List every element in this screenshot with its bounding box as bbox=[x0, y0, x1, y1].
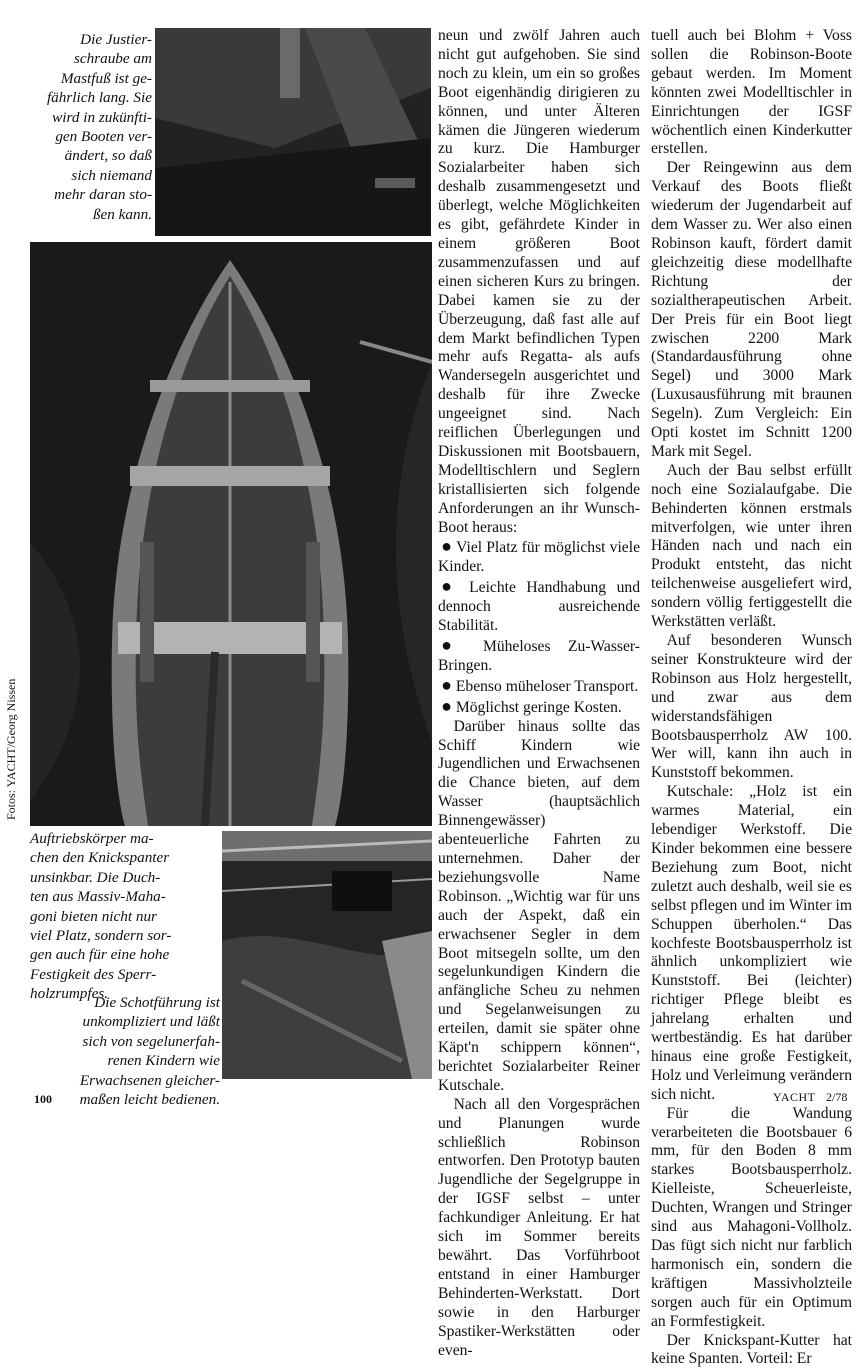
bullet-item bbox=[438, 676, 640, 697]
article-column-1 bbox=[438, 27, 641, 1359]
paragraph: Auch der Bau selbst erfüllt noch eine Sozialaufgabe. Die Behinderten können erstmals mitverfolgen, wie unter ihren Händen nach und nach ein Produkt entsteht, das nicht teilchenweise ausgeliefert wird, sondern völlig fertiggestellt die Werkstätten verläßt. bbox=[651, 461, 852, 631]
bullet-item bbox=[438, 636, 640, 676]
caption-sheet-guide bbox=[30, 993, 220, 1109]
caption-line: gen auch für eine hohe bbox=[30, 946, 170, 964]
caption-buoyancy bbox=[30, 829, 220, 1004]
caption-line: sich von segelunerfah- bbox=[82, 1032, 220, 1050]
caption-line: schraube am bbox=[73, 50, 152, 68]
bullet-text: Möglichst geringe Kosten. bbox=[455, 698, 622, 716]
caption-line: Auftriebskörper ma- bbox=[30, 830, 154, 847]
caption-line: chen den Knickspanter bbox=[30, 849, 170, 867]
caption-line: Mastfuß ist ge- bbox=[60, 69, 152, 87]
bullet-icon: ● bbox=[441, 635, 466, 655]
paragraph: Auf besonderen Wunsch seiner Konstrukteure wird der Robinson aus Holz hergestellt, und zwar aus dem widerstandsfähigen Bootsbausperrholz AW 100. Wer will, kann ihn auch in Kunststoff bekommen. bbox=[651, 632, 852, 782]
paragraph: Der Knickspant-Kutter hat keine Spanten. Vorteil: Er bbox=[651, 1331, 852, 1368]
paragraph: Kutschale: „Holz ist ein warmes Material, ein lebendiger Werkstoff. Die Kinder bekommen eine bessere Beziehung zum Boot, nicht zuletzt auch deshalb, weil sie es selbst pflegen und im Winter im Schuppen überholen.“ Das kochfeste Bootsbausperrholz ist ähnlich unkompliziert wie Kunststoff. Bei (leichter) richtiger Pflege bleibt es jahrelang erhalten und wertbeständig. Es hat darüber hinaus eine große Festigkeit, Holz und Verleimung verändern sich nicht. bbox=[651, 783, 852, 1103]
paragraph: Darüber hinaus sollte das Schiff Kindern wie Jugendlichen und Erwachsenen die Chance bieten, auf dem Wasser (hauptsächlich Binnengewässer) abenteuerliche Fahrten zu unternehmen. Daher der beziehungsvolle Name Robinson. „Wichtig war für uns auch der Aspekt, daß ein erwachsener Segler in dem Boot mitsegeln sollte, um den segelunkundigen Kindern die anfängliche Scheu zu nehmen und Segelanweisungen zu erteilen, damit sie später ohne Käpt'n schippern können“, berichtet Sozialarbeiter Reiner Kutschale. bbox=[438, 717, 640, 1094]
bullet-icon: ● bbox=[441, 674, 452, 695]
caption-line: gen Booten ver- bbox=[55, 128, 152, 146]
photo-mast-foot bbox=[155, 28, 431, 236]
bullet-item bbox=[438, 577, 640, 636]
issue-number: 2/78 bbox=[826, 1090, 848, 1104]
magazine-name: YACHT bbox=[773, 1090, 816, 1104]
caption-line: fährlich lang. Sie bbox=[46, 89, 152, 107]
caption-line: viel Platz, sondern sor- bbox=[30, 927, 172, 945]
bullet-icon: ● bbox=[441, 576, 459, 597]
paragraph: neun und zwölf Jahren auch nicht gut aufgehoben. Sie sind noch zu klein, um ein so großes Boot eigenhändig dirigieren zu können, und unter Älteren kämen die Jüngeren wiederum zu kurz. Die Hamburger Sozialarbeiter haben sich deshalb zusammengesetzt und überlegt, welche Möglichkeiten es gibt, gefährdete Kinder in einem größeren Boot zusammenzufassen und auf einen sicheren Kurs zu bringen. Dabei kamen sie zu der Überzeugung, daß fast alle auf dem Markt befindlichen Typen mehr aufs Regatta- als aufs Wandersegeln ausgerichtet und deshalb für ihre Zwecke ungeeignet sind. Nach reiflichen Überlegungen und Diskussionen mit Bootsbauern, Modelltischlern und Seglern kristallisierten sich folgende Anforderungen an ihr Wunsch-Boot heraus: bbox=[438, 27, 640, 536]
caption-line: ändert, so daß bbox=[64, 147, 152, 165]
bullet-item bbox=[438, 537, 640, 577]
caption-line: goni bieten nicht nur bbox=[30, 907, 157, 925]
caption-line: ßen kann. bbox=[92, 205, 152, 223]
bullet-icon: ● bbox=[441, 536, 453, 557]
caption-line: wird in zukünfti- bbox=[52, 108, 152, 126]
photo-sheet-guide bbox=[222, 831, 432, 1079]
caption-line: renen Kindern wie bbox=[107, 1052, 220, 1070]
photo-boat-top-view bbox=[30, 242, 432, 826]
bullet-text: Leichte Handhabung und dennoch ausreichende Stabilität. bbox=[438, 579, 641, 635]
bullet-text: Müheloses Zu-Wasser-Bringen. bbox=[438, 638, 640, 674]
caption-line: Die Schotführung ist bbox=[94, 994, 220, 1011]
caption-line: mehr daran sto- bbox=[54, 186, 152, 204]
caption-line: sich niemand bbox=[71, 166, 152, 184]
page-number: 100 bbox=[34, 1092, 52, 1106]
caption-line: ten aus Massiv-Maha- bbox=[30, 888, 166, 906]
paragraph: tuell auch bei Blohm + Voss sollen die Robinson-Boote gebaut werden. Im Moment könnten zwei Modelltischler in Einrichtungen der IGSF wöchentlich einen Kinderkutter erstellen. bbox=[651, 27, 852, 158]
caption-line: unsinkbar. Die Duch- bbox=[30, 868, 161, 886]
paragraph: Nach all den Vorgesprächen und Planungen wurde schließlich Robinson entworfen. Den Prototyp bauten Jugendliche der Segelgruppe in der IGSF selbst – unter fachkundiger Anleitung. Er hat sich im Sommer bereits bewährt. Das Vorführboot entstand in einer Hamburger Behinderten-Werkstatt. Dort sowie in den Harburger Spastiker-Werkstätten oder even- bbox=[438, 1095, 640, 1359]
caption-line: Festigkeit des Sperr- bbox=[30, 965, 157, 983]
bullet-text: Viel Platz für möglichst viele Kinder. bbox=[438, 539, 640, 576]
bullet-text: Ebenso müheloser Transport. bbox=[455, 677, 639, 695]
caption-line: Erwachsenen gleicher- bbox=[79, 1071, 220, 1089]
paragraph: Für die Wandung verarbeiteten die Bootsbauer 6 mm, für den Boden 8 mm starkes Bootsbausperrholz. Kielleiste, Scheuerleiste, Duchten, Wrangen und Stringer sind aus Mahagoni-Vollholz. Das fügt sich nicht nur farblich harmonisch ein, sondern die kräftigen Massivholzteile sorgen auch für ein Optimum an Formfestigkeit. bbox=[651, 1104, 852, 1330]
caption-mast-screw bbox=[30, 30, 152, 224]
caption-line: unkompliziert und läßt bbox=[82, 1013, 220, 1031]
bullet-item bbox=[438, 697, 640, 718]
caption-line: holzrumpfes. bbox=[30, 985, 109, 1003]
bullet-icon: ● bbox=[441, 695, 452, 716]
photo-credit: Fotos: YACHT/Georg Nissen bbox=[4, 678, 18, 820]
caption-line: maßen leicht bedienen. bbox=[79, 1091, 220, 1109]
paragraph: Der Reingewinn aus dem Verkauf des Boots fließt wiederum der Jugendarbeit auf dem Wasser zu. Wer also einen Robinson kauft, fördert damit gleichzeitig diese modellhafte Richtung der sozialtherapeutischen Arbeit. Der Preis für ein Boot liegt zwischen 2200 Mark (Standardausführung ohne Segel) und 3000 Mark (Luxusausführung mit braunen Segeln). Zum Vergleich: Ein Opti kostet im Schnitt 1200 Mark mit Segel. bbox=[651, 159, 852, 460]
caption-line: Die Justier- bbox=[80, 31, 152, 48]
